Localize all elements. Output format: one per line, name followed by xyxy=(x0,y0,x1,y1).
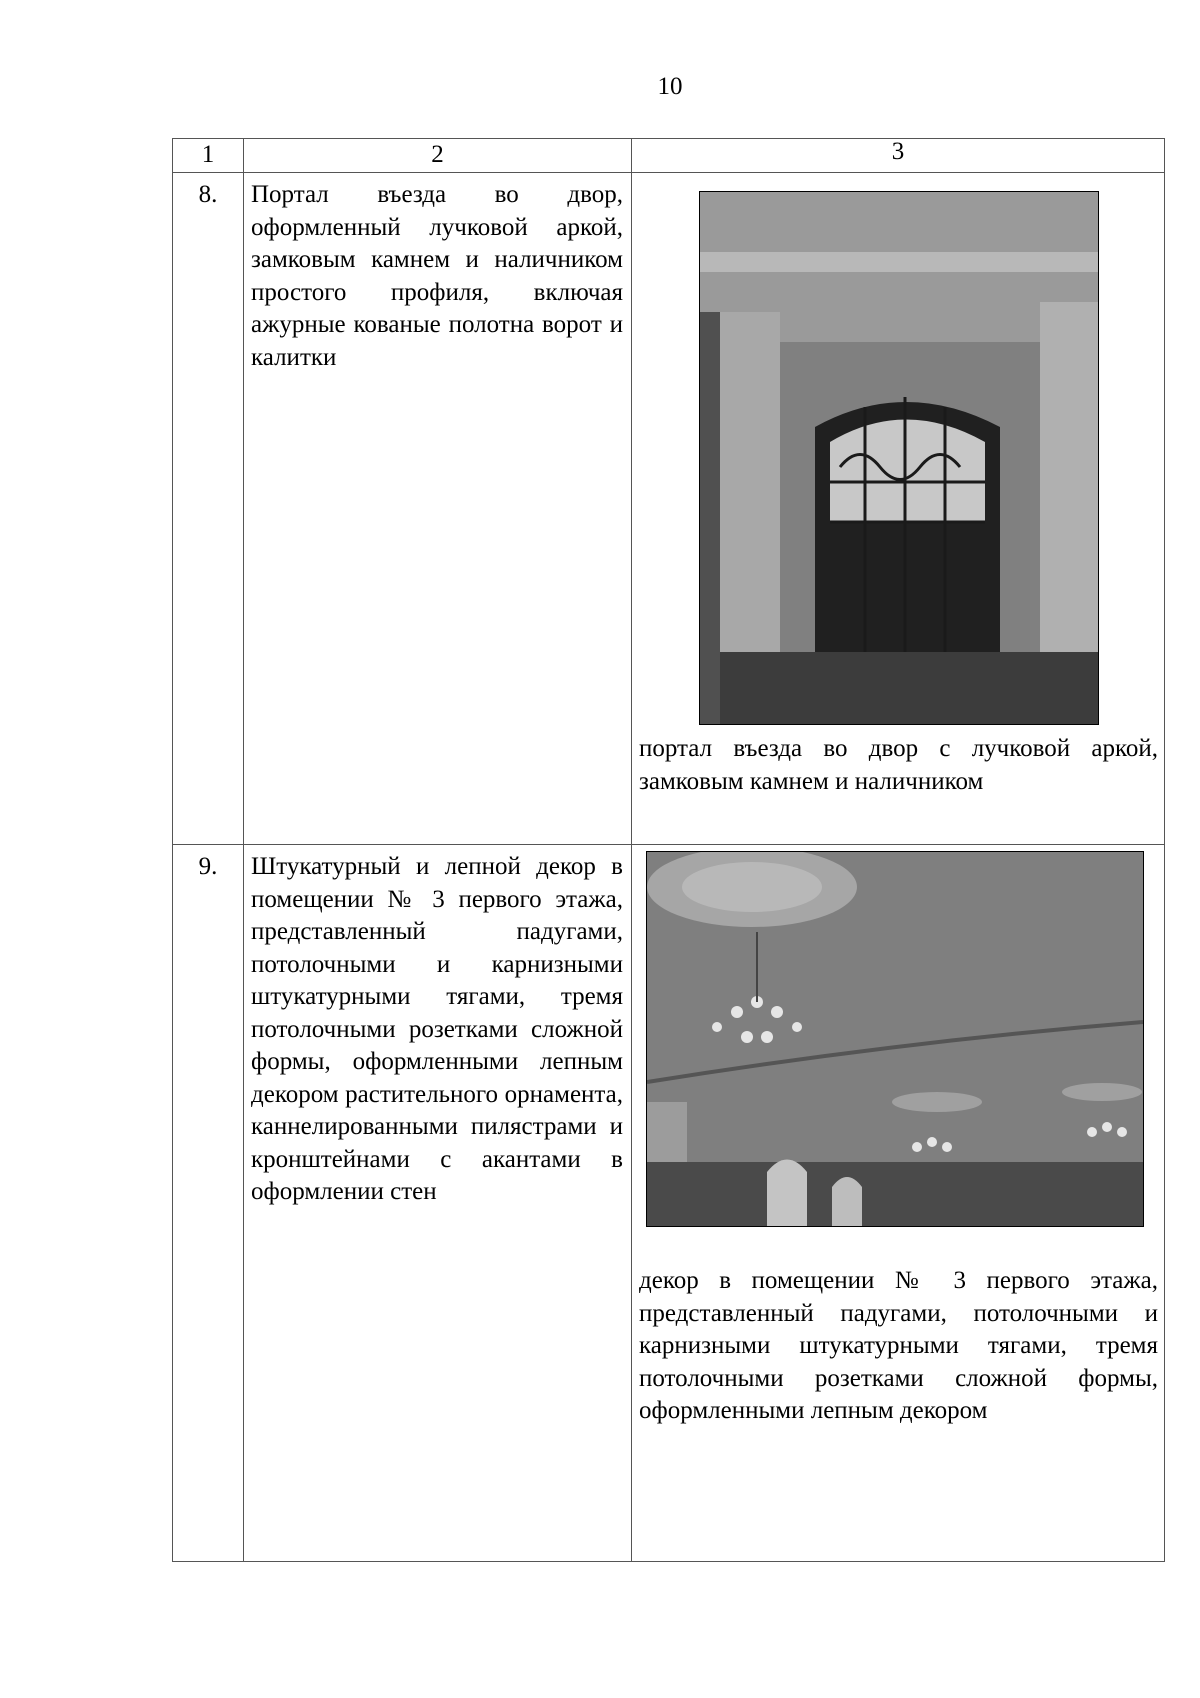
header-col-1: 1 xyxy=(173,139,244,173)
row-description: Штукатурный и лепной декор в помещении № 3 первого этажа, представленный падугами, потолочными и карнизными штукатурными тягами, тремя потолочными розетками сложной формы, оформленными лепным декором растительного орнамента, каннелированными пилястрами и кронштейнами с акантами в оформлении стен xyxy=(244,845,632,1562)
row-photo-cell xyxy=(632,173,1165,845)
page-number: 10 xyxy=(657,73,683,100)
gate-portal-photo xyxy=(699,191,1099,725)
table-row xyxy=(173,845,1165,1562)
row-description: Портал въезда во двор, оформленный лучковой аркой, замковым камнем и наличником простого профиля, включая ажурные кованые полотна ворот и калитки xyxy=(244,173,632,845)
table-header-row xyxy=(173,139,1165,173)
table-row xyxy=(173,173,1165,845)
row-number: 9. xyxy=(173,845,244,1562)
row-photo-caption: декор в помещении № 3 первого этажа, представленный падугами, потолочными и карнизными штукатурными тягами, тремя потолочными розетками сложной формы, оформленными лепным декором xyxy=(639,1267,1158,1424)
row-photo-caption: портал въезда во двор с лучковой аркой, замковым камнем и наличником xyxy=(639,735,1158,795)
header-col-2: 2 xyxy=(244,139,632,173)
row-number: 8. xyxy=(173,173,244,845)
row-photo-cell xyxy=(632,845,1165,1562)
monument-features-table xyxy=(172,138,1165,1562)
header-col-3: 3 xyxy=(632,139,1165,173)
interior-decor-photo xyxy=(646,851,1144,1227)
